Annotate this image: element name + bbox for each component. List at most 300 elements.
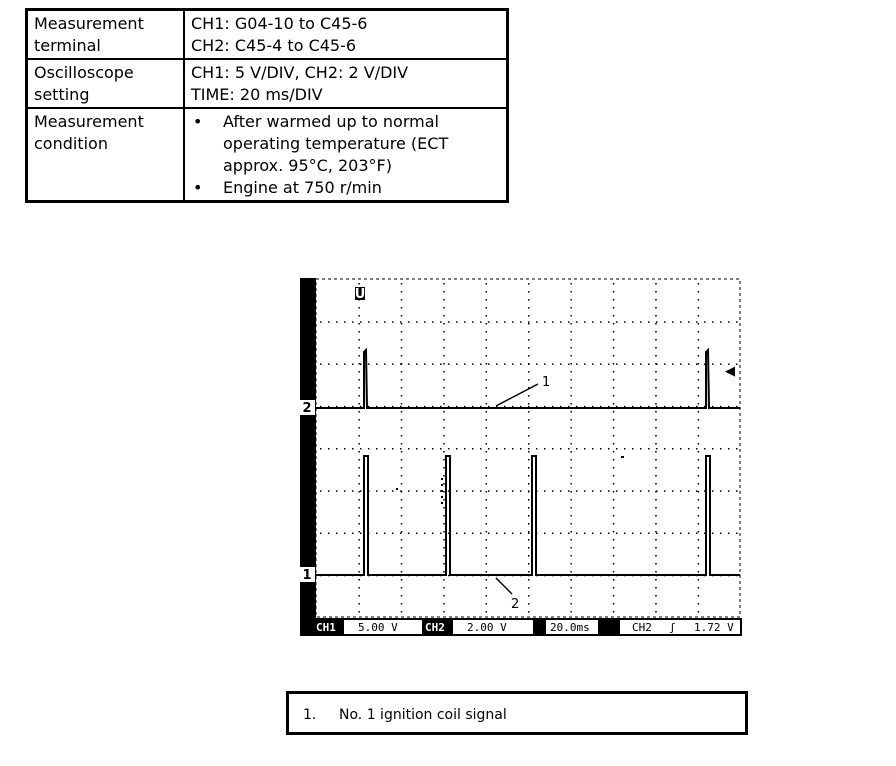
grid-dot [443, 387, 445, 389]
grid-dot [401, 315, 403, 317]
grid-dot [698, 611, 700, 613]
grid-dot [698, 387, 700, 389]
grid-dot [401, 555, 403, 557]
grid-dot [440, 448, 442, 450]
grid-dot [486, 467, 488, 469]
grid-dot [528, 563, 530, 565]
grid-dot [358, 459, 360, 461]
grid-dot [613, 467, 615, 469]
grid-dot [472, 321, 474, 323]
grid-dot [358, 379, 360, 381]
grid-dot [480, 448, 482, 450]
grid-dot [401, 475, 403, 477]
grid-dot [640, 364, 642, 366]
grid-dot [401, 307, 403, 309]
ch2-tag: CH2 [425, 621, 445, 634]
grid-dot [486, 587, 488, 589]
grid-dot [400, 321, 402, 323]
grid-dot [486, 611, 488, 613]
grid-dot [698, 459, 700, 461]
grid-dot [698, 579, 700, 581]
grid-dot [720, 533, 722, 535]
grid-dot [528, 579, 530, 581]
grid-dot [360, 490, 362, 492]
grid-dot [613, 475, 615, 477]
grid-dot [570, 523, 572, 525]
grid-dot [544, 533, 546, 535]
grid-dot [712, 448, 714, 450]
grid-dot [613, 587, 615, 589]
grid-dot [486, 387, 488, 389]
grid-dot [520, 490, 522, 492]
grid-dot [613, 323, 615, 325]
grid-dot [698, 547, 700, 549]
grid-dot [486, 427, 488, 429]
grid-dot [698, 475, 700, 477]
grid-dot [486, 283, 488, 285]
grid-dot [443, 459, 445, 461]
grid-dot [360, 321, 362, 323]
grid-dot [360, 448, 362, 450]
grid-dot [672, 364, 674, 366]
grid-dot [592, 448, 594, 450]
grid-dot [528, 451, 530, 453]
grid-dot [392, 321, 394, 323]
grid-dot [401, 483, 403, 485]
grid-dot [432, 448, 434, 450]
grid-dot [698, 411, 700, 413]
grid-dot [443, 523, 445, 525]
grid-dot [570, 451, 572, 453]
grid-dot [486, 563, 488, 565]
grid-dot [570, 323, 572, 325]
grid-dot [613, 291, 615, 293]
grid-dot [401, 539, 403, 541]
grid-dot [613, 411, 615, 413]
grid-dot [613, 355, 615, 357]
grid-dot [352, 533, 354, 535]
grid-dot [520, 321, 522, 323]
grid-dot [320, 490, 322, 492]
grid-dot [698, 283, 700, 285]
svg-text:2: 2 [511, 597, 520, 612]
grid-dot [486, 419, 488, 421]
grid-dot [570, 459, 572, 461]
grid-dot [443, 339, 445, 341]
grid-dot [613, 459, 615, 461]
grid-dot [720, 364, 722, 366]
grid-dot [698, 307, 700, 309]
grid-dot [384, 533, 386, 535]
grid-dot [464, 364, 466, 366]
grid-dot [720, 448, 722, 450]
grid-dot [488, 448, 490, 450]
grid-dot [655, 403, 657, 405]
grid-dot [358, 563, 360, 565]
spec-row-setting [27, 59, 508, 108]
grid-dot [570, 307, 572, 309]
grid-dot [528, 603, 530, 605]
grid-dot [358, 339, 360, 341]
grid-dot [358, 555, 360, 557]
grid-dot [680, 533, 682, 535]
grid-dot [432, 533, 434, 535]
grid-dot [486, 523, 488, 525]
grid-dot [698, 427, 700, 429]
grid-dot [613, 571, 615, 573]
grid-dot [688, 448, 690, 450]
grid-dot [613, 363, 615, 365]
grid-dot [336, 533, 338, 535]
grid-dot [504, 490, 506, 492]
grid-dot [655, 507, 657, 509]
grid-dot [698, 451, 700, 453]
grid-dot [592, 490, 594, 492]
svg-text:U: U [354, 287, 366, 302]
grid-dot [613, 563, 615, 565]
grid-dot [344, 490, 346, 492]
grid-dot [358, 435, 360, 437]
grid-dot [358, 307, 360, 309]
grid-dot [358, 323, 360, 325]
grid-dot [655, 395, 657, 397]
grid-dot [401, 515, 403, 517]
grid-dot [496, 448, 498, 450]
grid-dot [488, 490, 490, 492]
grid-dot [512, 490, 514, 492]
grid-dot [358, 587, 360, 589]
grid-dot [528, 323, 530, 325]
grid-dot [720, 490, 722, 492]
grid-dot [698, 315, 700, 317]
grid-dot [544, 321, 546, 323]
grid-dot [401, 331, 403, 333]
grid-dot [696, 364, 698, 366]
grid-dot [656, 533, 658, 535]
grid-dot [528, 467, 530, 469]
grid-dot [400, 448, 402, 450]
grid-dot [552, 321, 554, 323]
grid-dot [696, 448, 698, 450]
grid-dot [568, 490, 570, 492]
grid-dot [655, 467, 657, 469]
grid-dot [440, 321, 442, 323]
grid-dot [528, 291, 530, 293]
grid-dot [358, 395, 360, 397]
grid-dot [570, 363, 572, 365]
grid-dot [401, 587, 403, 589]
grid-dot [488, 364, 490, 366]
grid-dot [504, 533, 506, 535]
grid-dot [698, 371, 700, 373]
grid-dot [613, 331, 615, 333]
grid-dot [655, 531, 657, 533]
grid-dot [616, 490, 618, 492]
grid-dot [358, 451, 360, 453]
grid-dot [496, 364, 498, 366]
condition-item: • After warmed up to normal operating temperature (ECT approx. 95°C, 203°F) [191, 111, 501, 177]
grid-dot [680, 490, 682, 492]
grid-dot [358, 419, 360, 421]
grid-dot [570, 499, 572, 501]
grid-dot [655, 291, 657, 293]
grid-dot [613, 515, 615, 517]
grid-dot [528, 499, 530, 501]
grid-dot [613, 539, 615, 541]
grid-dot [698, 419, 700, 421]
grid-dot [613, 299, 615, 301]
grid-dot [448, 321, 450, 323]
grid-dot [698, 443, 700, 445]
grid-dot [655, 555, 657, 557]
grid-dot [376, 448, 378, 450]
grid-dot [358, 523, 360, 525]
grid-dot [512, 321, 514, 323]
grid-dot [472, 364, 474, 366]
status-bar-items [316, 620, 740, 634]
grid-dot [358, 515, 360, 517]
grid-dot [613, 379, 615, 381]
grid-dot [613, 315, 615, 317]
grid-dot [655, 331, 657, 333]
grid-dot [512, 364, 514, 366]
grid-dot [520, 533, 522, 535]
grid-dot [360, 364, 362, 366]
grid-dot [672, 448, 674, 450]
grid-dot [416, 364, 418, 366]
grid-dot [528, 515, 530, 517]
grid-dot [570, 435, 572, 437]
ch2-side-marker: ◀ [725, 364, 735, 379]
grid-dot [443, 291, 445, 293]
grid-dot [358, 331, 360, 333]
grid-dot [486, 323, 488, 325]
grid-dot [443, 555, 445, 557]
grid-dot [358, 371, 360, 373]
svg-text:1: 1 [302, 568, 312, 583]
grid-dot [358, 595, 360, 597]
grid-dot [486, 539, 488, 541]
grid-dot [600, 533, 602, 535]
grid-dot [608, 448, 610, 450]
grid-dot [376, 533, 378, 535]
grid-dot [486, 403, 488, 405]
grid-dot [568, 533, 570, 535]
grid-dot [608, 364, 610, 366]
svg-text:1: 1 [542, 375, 551, 390]
grid-dot [401, 419, 403, 421]
grid-dot [486, 547, 488, 549]
grid-dot [358, 403, 360, 405]
grid-dot [736, 448, 738, 450]
grid-dot [570, 395, 572, 397]
grid-dot [680, 321, 682, 323]
grid-dot [728, 321, 730, 323]
grid-dot [655, 307, 657, 309]
grid-dot [613, 499, 615, 501]
grid-dot [655, 579, 657, 581]
grid-dot [432, 490, 434, 492]
grid-dot [416, 448, 418, 450]
grid-dot [655, 483, 657, 485]
grid-dot [456, 448, 458, 450]
grid-dot [443, 427, 445, 429]
grid-dot [698, 571, 700, 573]
grid-dot [536, 321, 538, 323]
grid-dot [528, 611, 530, 613]
grid-dot [570, 531, 572, 533]
grid-dot [401, 451, 403, 453]
grid-dot [464, 448, 466, 450]
grid-dot [443, 491, 445, 493]
grid-dot [632, 364, 634, 366]
grid-dot [570, 515, 572, 517]
grid-dot [328, 490, 330, 492]
grid-dot [401, 355, 403, 357]
grid-dot [486, 307, 488, 309]
grid-dot [698, 539, 700, 541]
grid-dot [486, 331, 488, 333]
grid-dot [570, 603, 572, 605]
grid-dot [358, 411, 360, 413]
grid-dot [336, 448, 338, 450]
grid-dot [655, 347, 657, 349]
grid-dot [613, 443, 615, 445]
grid-dot [443, 411, 445, 413]
grid-dot [528, 307, 530, 309]
grid-dot [570, 547, 572, 549]
grid-dot [570, 483, 572, 485]
grid-dot [443, 483, 445, 485]
grid-dot [648, 321, 650, 323]
grid-dot [424, 490, 426, 492]
grid-dot [472, 448, 474, 450]
grid-dot [486, 411, 488, 413]
grid-dot [443, 467, 445, 469]
grid-dot [655, 443, 657, 445]
grid-dot [464, 533, 466, 535]
grid-dot [696, 321, 698, 323]
ch1-tag: CH1 [316, 621, 336, 634]
grid-dot [456, 321, 458, 323]
grid-dot [401, 299, 403, 301]
grid-dot [640, 490, 642, 492]
grid-dot [486, 379, 488, 381]
grid-dot [416, 490, 418, 492]
grid-dot [613, 435, 615, 437]
grid-dot [443, 547, 445, 549]
grid-dot [408, 321, 410, 323]
grid-dot [376, 321, 378, 323]
grid-dot [443, 587, 445, 589]
grid-dot [443, 499, 445, 501]
grid-dot [570, 539, 572, 541]
grid-dot [698, 299, 700, 301]
grid-dot [401, 403, 403, 405]
grid-dot [613, 491, 615, 493]
grid-dot [613, 611, 615, 613]
grid-dot [613, 507, 615, 509]
grid-dot [655, 587, 657, 589]
grid-dot [655, 547, 657, 549]
grid-dot [424, 321, 426, 323]
grid-dot [528, 283, 530, 285]
grid-dot [486, 363, 488, 365]
grid-dot [528, 299, 530, 301]
grid-dot [655, 571, 657, 573]
oscilloscope-svg [300, 278, 742, 636]
grid-dot [528, 427, 530, 429]
grid-dot [392, 448, 394, 450]
grid-dot [504, 364, 506, 366]
grid-dot [401, 387, 403, 389]
grid-dot [640, 321, 642, 323]
grid-dot [613, 555, 615, 557]
grid-dot [728, 448, 730, 450]
grid-dot [560, 448, 562, 450]
grid-dot [443, 315, 445, 317]
grid-dot [528, 379, 530, 381]
grid-dot [570, 371, 572, 373]
grid-dot [613, 531, 615, 533]
grid-dot [655, 379, 657, 381]
grid-dot [698, 379, 700, 381]
grid-dot [520, 448, 522, 450]
grid-dot [528, 555, 530, 557]
grid-dot [528, 571, 530, 573]
grid-dot [486, 595, 488, 597]
grid-dot [408, 533, 410, 535]
grid-dot [480, 490, 482, 492]
grid-dot [392, 490, 394, 492]
grid-dot [528, 395, 530, 397]
grid-dot [486, 435, 488, 437]
grid-dot [655, 387, 657, 389]
grid-dot [432, 364, 434, 366]
grid-dot [443, 571, 445, 573]
grid-dot [613, 419, 615, 421]
grid-dot [528, 531, 530, 533]
grid-dot [401, 379, 403, 381]
grid-dot [632, 448, 634, 450]
grid-dot [504, 448, 506, 450]
grid-dot [358, 283, 360, 285]
grid-dot [384, 490, 386, 492]
grid-dot [401, 435, 403, 437]
grid-dot [664, 448, 666, 450]
grid-dot [320, 364, 322, 366]
grid-dot [486, 531, 488, 533]
grid-dot [576, 448, 578, 450]
grid-dot [570, 387, 572, 389]
grid-dot [358, 443, 360, 445]
grid-dot [560, 533, 562, 535]
grid-dot [400, 533, 402, 535]
grid-dot [528, 403, 530, 405]
grid-dot [570, 315, 572, 317]
grid-dot [544, 364, 546, 366]
grid-dot [401, 427, 403, 429]
grid-dot [443, 603, 445, 605]
grid-dot [624, 364, 626, 366]
grid-dot [496, 490, 498, 492]
grid-dot [704, 448, 706, 450]
grid-dot [570, 419, 572, 421]
grid-dot [570, 339, 572, 341]
grid-dot [624, 321, 626, 323]
grid-dot [401, 347, 403, 349]
grid-dot [528, 339, 530, 341]
